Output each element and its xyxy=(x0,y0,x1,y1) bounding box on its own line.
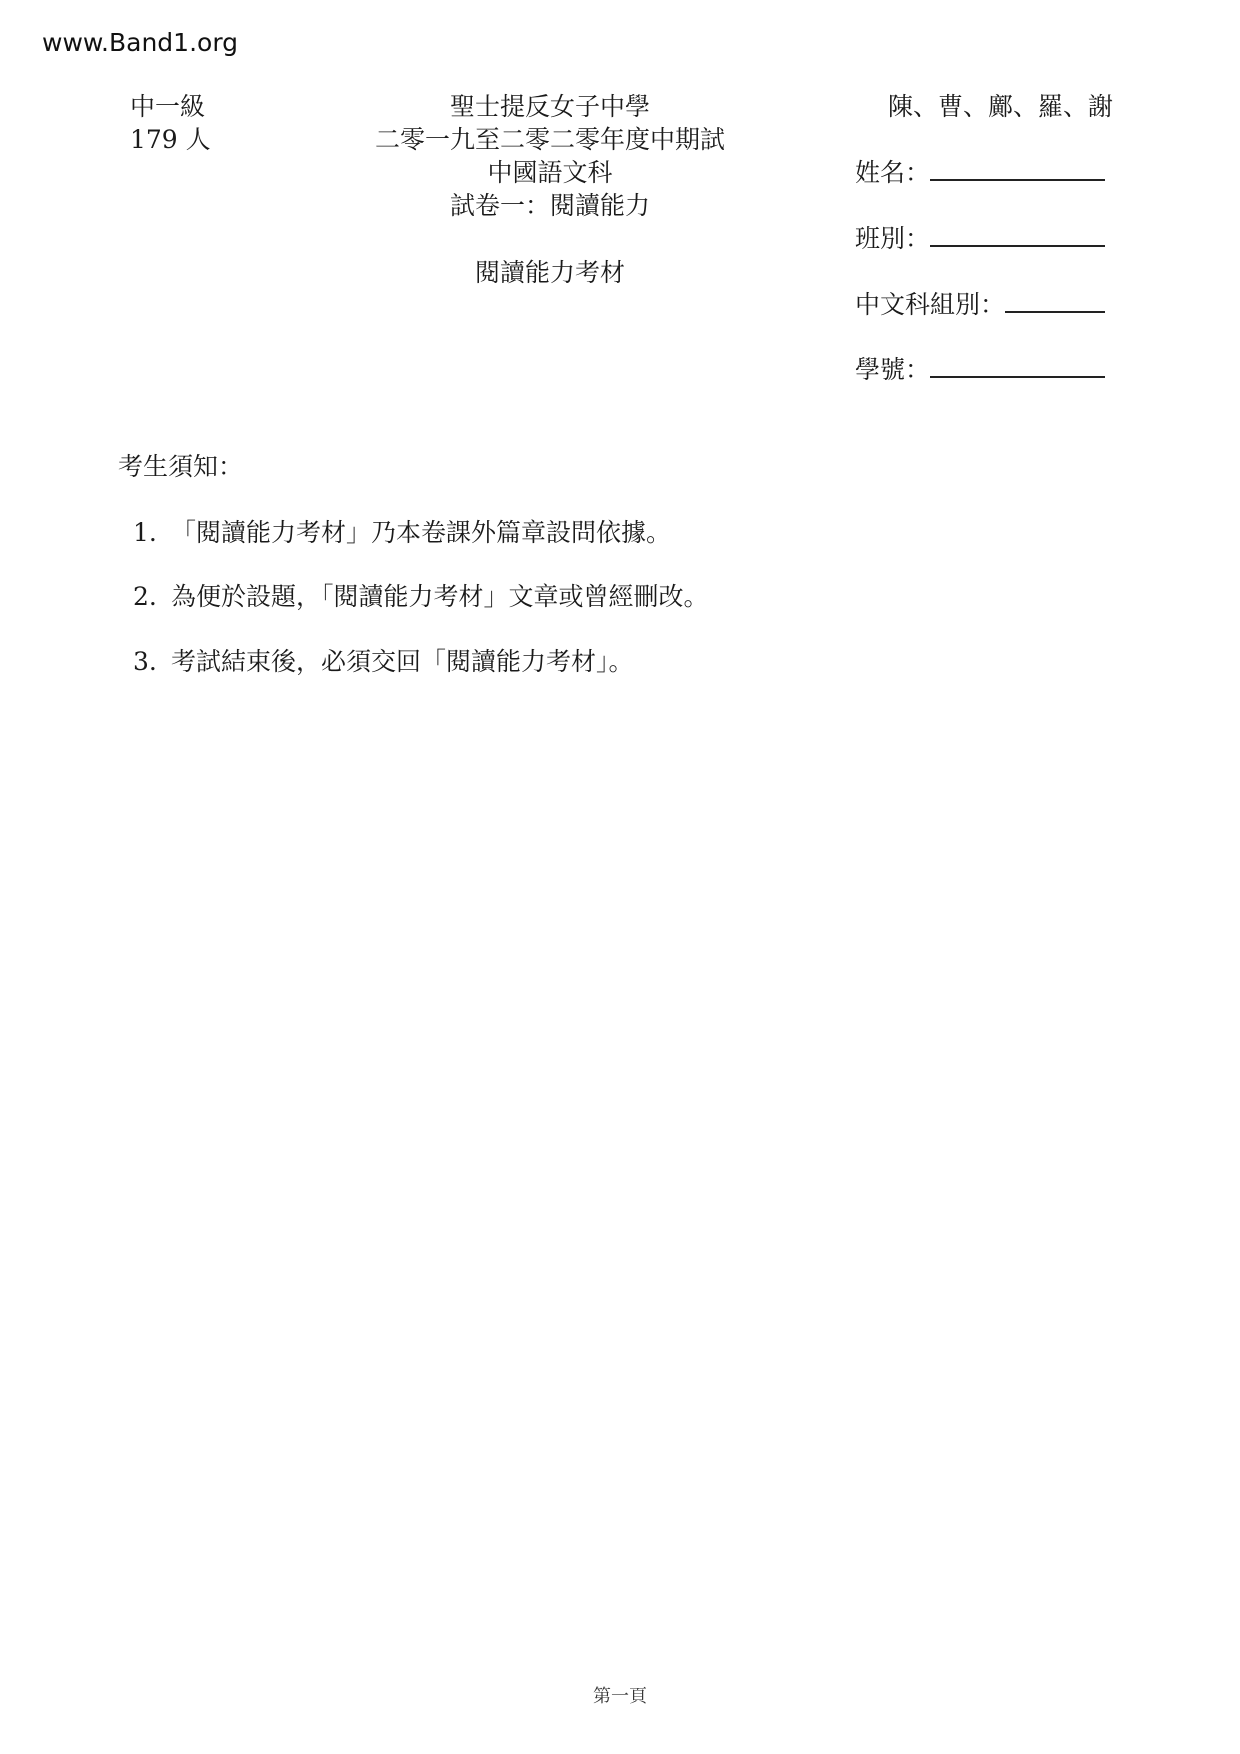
group-field xyxy=(855,288,1105,321)
paper-title: 試卷一：閱讀能力 xyxy=(449,191,650,220)
website-watermark: www.Band1.org xyxy=(42,28,239,57)
school-name: 聖士提反女子中學 xyxy=(449,92,650,121)
student-number-blank[interactable] xyxy=(930,354,1105,378)
group-blank[interactable] xyxy=(1005,289,1105,313)
teacher-names: 陳、曹、鄺、羅、謝 xyxy=(888,92,1114,121)
student-number-label: 學號： xyxy=(855,355,931,384)
class-label: 班別： xyxy=(855,224,931,253)
name-label: 姓名： xyxy=(855,158,931,187)
student-count: 179 人 xyxy=(130,125,211,154)
group-label: 中文科組別： xyxy=(855,290,1006,319)
student-number-field xyxy=(855,353,1105,386)
note-text: 為便於設題，「閱讀能力考材」文章或曾經刪改。 xyxy=(171,582,709,611)
note-number: 2. xyxy=(133,582,157,611)
exam-title: 二零一九至二零二零年度中期試 xyxy=(374,125,725,154)
note-text: 「閱讀能力考材」乃本卷課外篇章設問依據。 xyxy=(171,518,672,547)
note-text: 考試結束後，必須交回「閱讀能力考材」。 xyxy=(171,647,634,676)
name-field xyxy=(855,156,1105,189)
subject-title: 中國語文科 xyxy=(487,158,613,187)
name-blank[interactable] xyxy=(930,157,1105,181)
class-field xyxy=(855,222,1105,255)
note-item xyxy=(133,580,709,613)
note-item xyxy=(133,516,671,549)
class-blank[interactable] xyxy=(930,223,1105,247)
material-title: 閱讀能力考材 xyxy=(474,258,625,287)
grade-level: 中一級 xyxy=(130,92,206,121)
note-item xyxy=(133,645,634,678)
note-number: 1. xyxy=(133,518,157,547)
notes-title: 考生須知： xyxy=(118,452,244,481)
page-number: 第一頁 xyxy=(593,1686,647,1707)
note-number: 3. xyxy=(133,647,157,676)
